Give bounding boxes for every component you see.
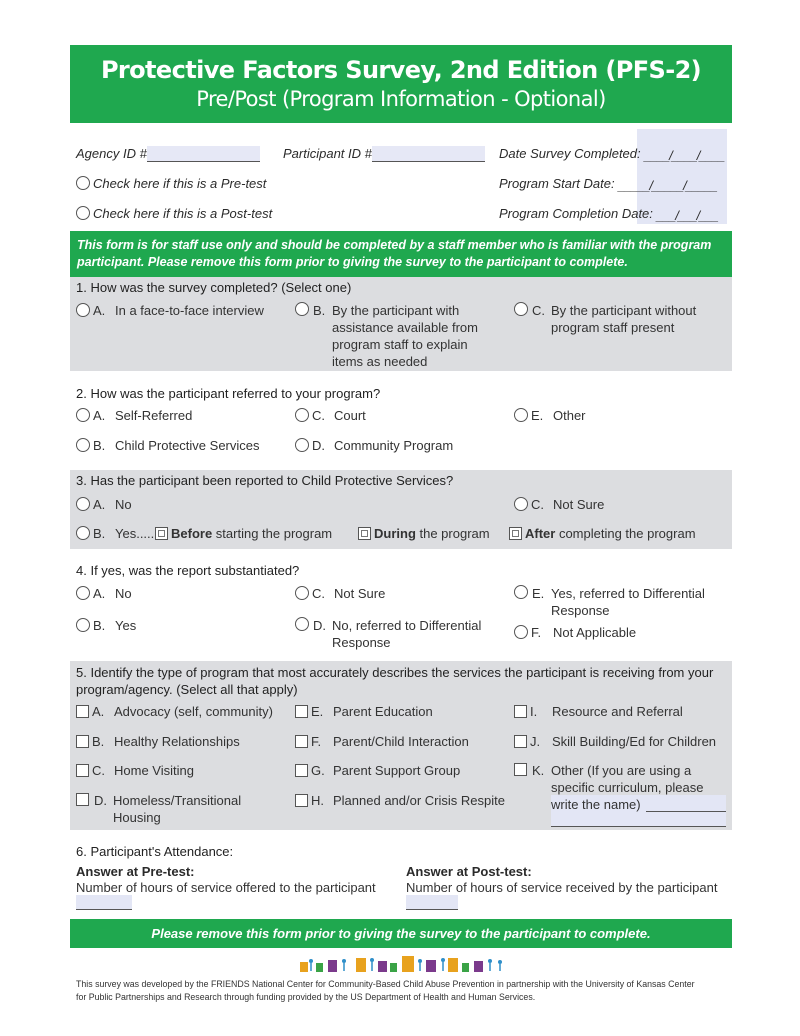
q5-k-checkbox[interactable] — [514, 763, 527, 776]
q5-f-letter: F. — [311, 734, 322, 749]
q1-a-text: In a face-to-face interview — [115, 303, 264, 318]
date-completed-label: Date Survey Completed: — [499, 146, 641, 161]
q4-d-text: No, referred to Differential Response — [332, 618, 482, 650]
q1-option-b[interactable] — [295, 302, 495, 370]
q4-d-radio[interactable] — [295, 617, 309, 631]
post-test-option[interactable] — [76, 206, 272, 221]
q5-e-text: Parent Education — [333, 704, 433, 719]
q2-c-letter: C. — [312, 408, 325, 423]
participant-id-field — [283, 146, 485, 162]
q4-option-a[interactable] — [76, 585, 132, 602]
q4-question: 4. If yes, was the report substantiated? — [76, 563, 300, 578]
date-completed-input[interactable]: ____/____/____ — [644, 148, 725, 163]
q5-b-letter: B. — [92, 734, 105, 749]
q4-option-c[interactable] — [295, 585, 385, 602]
q5-h-letter: H. — [311, 793, 324, 808]
q4-b-radio[interactable] — [76, 618, 90, 632]
q5-option-k[interactable] — [514, 762, 726, 813]
q5-option-i[interactable] — [514, 703, 683, 720]
q5-question: 5. Identify the type of program that most accurately describes the services the participant is receiving from your program/agency. (Select all that apply) — [76, 665, 714, 697]
q5-other-line-2 — [551, 826, 726, 827]
program-completion-input[interactable]: ___/___/___ — [656, 208, 718, 223]
q1-c-letter: C. — [532, 303, 545, 318]
q1-option-c[interactable] — [514, 302, 724, 336]
q2-b-text: Child Protective Services — [115, 438, 260, 453]
q5-e-letter: E. — [311, 704, 324, 719]
program-start-input[interactable]: _____/_____/_____ — [618, 178, 717, 193]
q5-j-letter: J. — [530, 734, 541, 749]
q4-d-letter: D. — [313, 618, 326, 633]
q1-b-radio[interactable] — [295, 302, 309, 316]
q5-k-letter: K. — [532, 763, 545, 778]
agency-id-label: Agency ID # — [76, 146, 147, 161]
q4-a-radio[interactable] — [76, 586, 90, 600]
q5-option-d[interactable] — [76, 792, 286, 826]
footer-banner: Please remove this form prior to giving the survey to the participant to complete. — [70, 919, 732, 948]
q3-during-rest: the program — [415, 526, 490, 541]
q5-option-g[interactable] — [295, 762, 460, 779]
q3-during-bold: During — [374, 526, 416, 541]
pre-test-radio[interactable] — [76, 176, 90, 190]
q5-a-letter: A. — [92, 704, 105, 719]
post-test-label: Check here if this is a Post-test — [93, 206, 273, 221]
q5-h-checkbox[interactable] — [295, 794, 308, 807]
q5-f-text: Parent/Child Interaction — [333, 734, 469, 749]
staff-notice: This form is for staff use only and should be completed by a staff member who is familiar with the program participant. Please remove this form prior to giving the survey to the participant to complete. — [70, 231, 732, 277]
friends-logo — [298, 952, 508, 974]
q3-question: 3. Has the participant been reported to Child Protective Services? — [76, 473, 454, 488]
q5-c-text: Home Visiting — [114, 763, 194, 778]
pre-test-option[interactable] — [76, 176, 266, 191]
q4-option-f[interactable] — [514, 624, 636, 641]
q5-d-letter: D. — [94, 793, 107, 808]
q2-d-letter: D. — [312, 438, 325, 453]
q3-option-c[interactable] — [514, 496, 604, 513]
q1-c-text: By the participant without program staff present — [551, 303, 697, 335]
q5-d-checkbox[interactable] — [76, 793, 89, 806]
q6-question: 6. Participant's Attendance: — [76, 844, 234, 859]
q5-d-text: Homeless/Transitional Housing — [113, 793, 242, 825]
q6-post-heading: Answer at Post-test: — [406, 864, 532, 879]
q4-f-radio[interactable] — [514, 625, 528, 639]
q2-c-radio[interactable] — [295, 408, 309, 422]
q4-f-letter: F. — [531, 625, 542, 640]
program-start-label: Program Start Date: — [499, 176, 615, 191]
q5-g-checkbox[interactable] — [295, 764, 308, 777]
q3-option-b[interactable] — [76, 525, 154, 542]
q2-e-text: Other — [553, 408, 586, 423]
q4-c-text: Not Sure — [334, 586, 386, 601]
q1-option-a[interactable] — [76, 302, 264, 319]
q5-j-checkbox[interactable] — [514, 735, 527, 748]
q5-option-j[interactable] — [514, 733, 716, 750]
q1-c-radio[interactable] — [514, 302, 528, 316]
q1-b-text: By the participant with assistance available from program staff to explain items as needed — [332, 303, 478, 369]
q3-b-text: Yes..... — [115, 526, 155, 541]
q1-question: 1. How was the survey completed? (Select one) — [76, 280, 352, 295]
footer-credit-note: This survey was developed by the FRIENDS National Center for Community-Based Child Abuse Prevention in partnership with the University of Kansas Center for Public Partnerships and Research through funding provided by the US Department of Health and Human Services. — [76, 979, 695, 1002]
program-completion-field — [499, 206, 718, 221]
q5-option-e[interactable] — [295, 703, 433, 720]
q5-option-b[interactable] — [76, 733, 240, 750]
q2-option-b[interactable] — [76, 437, 260, 454]
agency-id-field — [76, 146, 260, 162]
q5-option-c[interactable] — [76, 762, 194, 779]
agency-id-input[interactable] — [147, 146, 260, 162]
q3-option-a[interactable] — [76, 496, 132, 513]
q3-after-bold: After — [525, 526, 556, 541]
q3-before-option[interactable] — [155, 525, 332, 542]
q5-h-text: Planned and/or Crisis Respite — [333, 793, 505, 808]
q4-e-letter: E. — [532, 586, 545, 601]
q3-before-rest: starting the program — [212, 526, 333, 541]
q5-k-text: Other (If you are using a specific curriculum, please write the name) — [551, 763, 704, 812]
q4-c-radio[interactable] — [295, 586, 309, 600]
q3-during-option[interactable] — [358, 525, 490, 542]
q4-b-text: Yes — [115, 618, 137, 633]
q2-question: 2. How was the participant referred to your program? — [76, 386, 381, 401]
q5-g-text: Parent Support Group — [333, 763, 461, 778]
q5-option-f[interactable] — [295, 733, 469, 750]
q5-b-checkbox[interactable] — [76, 735, 89, 748]
q3-a-radio[interactable] — [76, 497, 90, 511]
q5-g-letter: G. — [311, 763, 325, 778]
q4-a-letter: A. — [93, 586, 106, 601]
q4-option-d[interactable] — [295, 617, 505, 651]
q2-option-d[interactable] — [295, 437, 453, 454]
date-completed-field — [499, 146, 724, 161]
q2-a-letter: A. — [93, 408, 106, 423]
q3-before-bold: Before — [171, 526, 213, 541]
q2-option-c[interactable] — [295, 407, 366, 424]
q3-b-letter: B. — [93, 526, 106, 541]
q2-option-a[interactable] — [76, 407, 192, 424]
pre-test-label: Check here if this is a Pre-test — [93, 176, 267, 191]
q4-a-text: No — [115, 586, 132, 601]
q2-a-radio[interactable] — [76, 408, 90, 422]
q1-b-letter: B. — [313, 303, 326, 318]
program-completion-label: Program Completion Date: — [499, 206, 653, 221]
participant-id-label: Participant ID # — [283, 146, 372, 161]
q2-e-letter: E. — [531, 408, 544, 423]
q2-e-radio[interactable] — [514, 408, 528, 422]
program-start-field — [499, 176, 717, 191]
q1-a-letter: A. — [93, 303, 106, 318]
q3-c-letter: C. — [531, 497, 544, 512]
q6-pre-heading: Answer at Pre-test: — [76, 864, 195, 879]
participant-id-input[interactable] — [372, 146, 485, 162]
q2-a-text: Self-Referred — [115, 408, 193, 423]
q4-b-letter: B. — [93, 618, 106, 633]
q3-after-option[interactable] — [509, 525, 696, 542]
q3-after-rest: completing the program — [555, 526, 696, 541]
q5-c-letter: C. — [92, 763, 105, 778]
title-banner — [70, 45, 732, 123]
q5-f-checkbox[interactable] — [295, 735, 308, 748]
q4-c-letter: C. — [312, 586, 325, 601]
q3-after-checkbox[interactable] — [509, 527, 522, 540]
q5-other-line-1 — [646, 811, 726, 812]
q5-option-h[interactable] — [295, 792, 505, 809]
q5-a-checkbox[interactable] — [76, 705, 89, 718]
q2-option-e[interactable] — [514, 407, 586, 424]
q3-c-radio[interactable] — [514, 497, 528, 511]
q4-option-b[interactable] — [76, 617, 136, 634]
q5-i-text: Resource and Referral — [552, 704, 683, 719]
q5-e-checkbox[interactable] — [295, 705, 308, 718]
q5-i-checkbox[interactable] — [514, 705, 527, 718]
q3-c-text: Not Sure — [553, 497, 605, 512]
q5-b-text: Healthy Relationships — [114, 734, 240, 749]
q6-post-hours-input[interactable] — [406, 895, 458, 910]
q3-during-checkbox[interactable] — [358, 527, 371, 540]
q2-d-text: Community Program — [334, 438, 454, 453]
q2-d-radio[interactable] — [295, 438, 309, 452]
q4-f-text: Not Applicable — [553, 625, 637, 640]
q5-c-checkbox[interactable] — [76, 764, 89, 777]
q2-b-letter: B. — [93, 438, 106, 453]
q3-a-letter: A. — [93, 497, 106, 512]
q3-before-checkbox[interactable] — [155, 527, 168, 540]
q5-option-a[interactable] — [76, 703, 273, 720]
q6-pre-hours-input[interactable] — [76, 895, 132, 910]
q5-j-text: Skill Building/Ed for Children — [552, 734, 717, 749]
q1-a-radio[interactable] — [76, 303, 90, 317]
q6-pre-text: Number of hours of service offered to the participant — [76, 880, 376, 895]
survey-title: Protective Factors Survey, 2nd Edition (PFS-2) — [100, 56, 702, 84]
post-test-radio[interactable] — [76, 206, 90, 220]
survey-subtitle: Pre/Post (Program Information - Optional) — [196, 87, 606, 111]
q4-e-radio[interactable] — [514, 585, 528, 599]
q5-a-text: Advocacy (self, community) — [114, 704, 273, 719]
q6-post-text: Number of hours of service received by the participant — [406, 880, 718, 895]
q3-a-text: No — [115, 497, 132, 512]
q4-option-e[interactable] — [514, 585, 724, 619]
q3-b-radio[interactable] — [76, 526, 90, 540]
q5-i-letter: I. — [530, 704, 538, 719]
q2-b-radio[interactable] — [76, 438, 90, 452]
q2-c-text: Court — [334, 408, 366, 423]
q4-e-text: Yes, referred to Differential Response — [551, 586, 705, 618]
